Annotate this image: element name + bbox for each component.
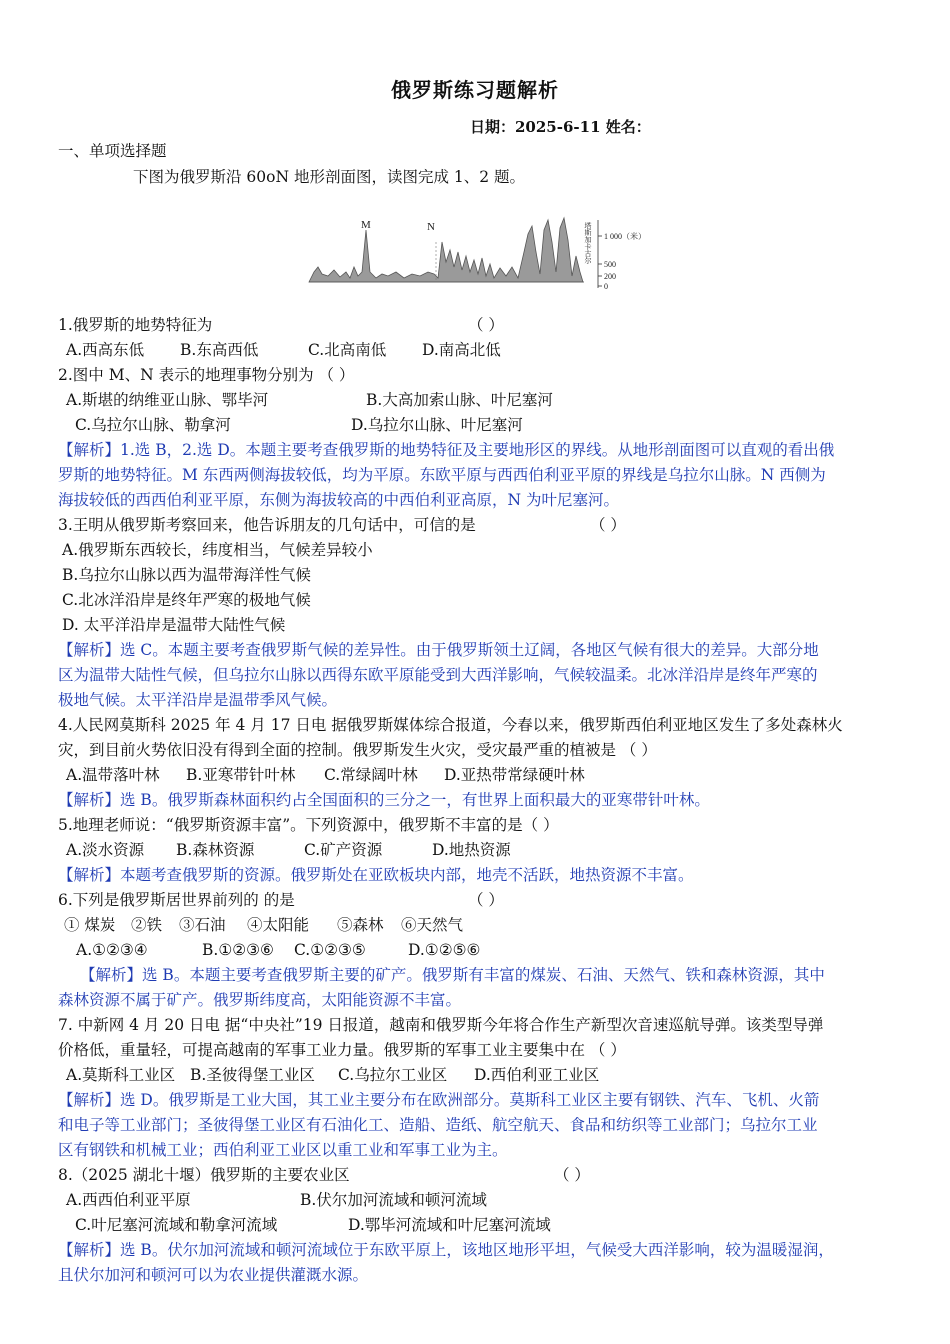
option-b[interactable]: B.森林资源	[176, 841, 255, 859]
option-b[interactable]: B.乌拉尔山脉以西为温带海洋性气候	[62, 566, 311, 584]
section-heading: 一、单项选择题	[58, 142, 167, 160]
question-7-stem-cont: 价格低，重量轻，可提高越南的军事工业力量。俄罗斯的军事工业主要集中在 （ ）	[58, 1041, 626, 1059]
question-7-stem: 7. 中新网 4 月 20 日电 据“中央社”19 日报道，越南和俄罗斯今年将合作生产新型次音速巡航导弹。该类型导弹	[58, 1016, 824, 1034]
analysis-line: 和电子等工业部门；圣彼得堡工业区有石油化工、造船、造纸、航空航天、食品和纺织等工业部门；乌拉尔工业	[58, 1116, 818, 1134]
answer-paren: （ ）	[590, 516, 626, 534]
item: ① 煤炭	[64, 916, 116, 934]
analysis-line: 区有钢铁和机械工业；西伯利亚工业区以重工业和军事工业为主。	[58, 1141, 508, 1159]
question-7-options	[66, 1065, 599, 1085]
option-a[interactable]: A.温带落叶林	[66, 766, 160, 784]
option-b[interactable]: B.亚寒带针叶林	[186, 766, 296, 784]
option-a[interactable]: A.淡水资源	[66, 841, 145, 859]
option-c[interactable]: C.矿产资源	[304, 841, 383, 859]
question-4-options	[66, 765, 585, 785]
option-d[interactable]: D.南高北低	[422, 341, 501, 359]
option-d[interactable]: D.①②⑤⑥	[408, 941, 481, 959]
option-d[interactable]: D.地热资源	[432, 841, 511, 859]
option-d[interactable]: D.乌拉尔山脉、叶尼塞河	[351, 416, 523, 434]
date-name-line: 日期：2025-6-11 姓名：	[470, 118, 651, 136]
tick-1000: 1 000（米）	[604, 232, 646, 241]
answer-paren: （ ）	[468, 316, 504, 334]
question-5-stem: 5.地理老师说：“俄罗斯资源丰富”。下列资源中，俄罗斯不丰富的是（ ）	[58, 816, 559, 834]
label-n: N	[427, 221, 435, 233]
tick-500: 500	[604, 260, 616, 269]
question-6-items	[64, 915, 463, 935]
option-c[interactable]: C.北冰洋沿岸是终年严寒的极地气候	[62, 591, 311, 609]
option-c[interactable]: C.乌拉尔山脉、勒拿河	[75, 416, 231, 434]
option-a[interactable]: A.西高东低	[66, 341, 145, 359]
question-4-stem: 4.人民网莫斯科 2025 年 4 月 17 日电 据俄罗斯媒体综合报道，今春以来，俄罗斯西伯利亚地区发生了多处森林火	[58, 716, 843, 734]
option-d[interactable]: D. 太平洋沿岸是温带大陆性气候	[62, 616, 286, 634]
question-1-options	[66, 340, 501, 360]
analysis-line: 【解析】选 B。伏尔加河流域和顿河流域位于东欧平原上，该地区地形平坦，气候受大西洋影响，较为温暖湿润，	[58, 1241, 834, 1259]
analysis-line: 【解析】选 B。俄罗斯森林面积约占全国面积的三分之一，有世界上面积最大的亚寒带针叶林。	[58, 791, 710, 809]
label-m: M	[361, 219, 371, 231]
option-b[interactable]: B.东高西低	[180, 341, 259, 359]
tick-0: 0	[604, 282, 608, 291]
analysis-line: 海拔较低的西西伯利亚平原，东侧为海拔较高的中西伯利亚高原，N 为叶尼塞河。	[58, 491, 619, 509]
analysis-line: 森林资源不属于矿产。俄罗斯纬度高，太阳能资源不丰富。	[58, 991, 462, 1009]
analysis-line: 罗斯的地势特征。M 东西两侧海拔较低，均为平原。东欧平原与西西伯利亚平原的界线是乌拉尔山脉。N 西侧为	[58, 466, 826, 484]
axis-title-vertical: 塔斯加卡古尔	[584, 222, 592, 264]
analysis-line: 区为温带大陆性气候，但乌拉尔山脉以西得东欧平原能受到大西洋影响，气候较温柔。北冰洋沿岸是终年严寒的	[58, 666, 818, 684]
option-c[interactable]: C.北高南低	[308, 341, 387, 359]
answer-paren: （ ）	[468, 891, 504, 909]
question-8-stem: 8.（2025 湖北十堰）俄罗斯的主要农业区	[58, 1166, 350, 1184]
analysis-line: 【解析】1.选 B，2.选 D。本题主要考查俄罗斯的地势特征及主要地形区的界线。从地形剖面图可以直观的看出俄	[58, 441, 835, 459]
question-4-stem-cont: 灾，到目前火势依旧没有得到全面的控制。俄罗斯发生火灾，受灾最严重的植被是 （ ）	[58, 741, 657, 759]
option-a[interactable]: A.斯堪的纳维亚山脉、鄂毕河	[66, 391, 269, 409]
analysis-line: 且伏尔加河和顿河可以为农业提供灌溉水源。	[58, 1266, 369, 1284]
analysis-line: 【解析】本题考查俄罗斯的资源。俄罗斯处在亚欧板块内部，地壳不活跃，地热资源不丰富。	[58, 866, 694, 884]
analysis-line: 【解析】选 B。本题主要考查俄罗斯主要的矿产。俄罗斯有丰富的煤炭、石油、天然气、铁和森林资源，其中	[80, 966, 825, 984]
answer-paren: （ ）	[554, 1166, 590, 1184]
page-title: 俄罗斯练习题解析	[391, 78, 559, 102]
option-b[interactable]: B.①②③⑥	[202, 941, 274, 959]
question-5-options	[66, 840, 511, 860]
item: ③石油	[179, 916, 226, 934]
option-c[interactable]: C.叶尼塞河流域和勒拿河流域	[75, 1216, 278, 1234]
analysis-line: 极地气候。太平洋沿岸是温带季风气候。	[58, 691, 338, 709]
item: ②铁	[131, 916, 163, 934]
terrain-profile-figure	[306, 212, 656, 292]
option-c[interactable]: C.常绿阔叶林	[324, 766, 418, 784]
figure-intro: 下图为俄罗斯沿 60oN 地形剖面图，读图完成 1、2 题。	[133, 168, 526, 186]
option-d[interactable]: D.亚热带常绿硬叶林	[444, 766, 585, 784]
option-b[interactable]: B.伏尔加河流域和顿河流域	[300, 1191, 487, 1209]
option-c[interactable]: C.①②③⑤	[294, 941, 366, 959]
terrain-profile-area	[309, 218, 583, 282]
item: ⑥天然气	[401, 916, 464, 934]
option-a[interactable]: A.俄罗斯东西较长，纬度相当，气候差异较小	[62, 541, 373, 559]
option-d[interactable]: D.西伯利亚工业区	[474, 1066, 600, 1084]
analysis-line: 【解析】选 D。俄罗斯是工业大国，其工业主要分布在欧洲部分。莫斯科工业区主要有钢铁、汽车、飞机、火箭	[58, 1091, 820, 1109]
tick-200: 200	[604, 272, 616, 281]
item: ④太阳能	[247, 916, 310, 934]
item: ⑤森林	[337, 916, 384, 934]
question-6-options	[76, 940, 480, 960]
question-6-stem: 6.下列是俄罗斯居世界前列的 的是	[58, 891, 295, 909]
terrain-profile-chart	[306, 212, 656, 292]
question-1-stem	[58, 315, 212, 335]
option-c[interactable]: C.乌拉尔工业区	[338, 1066, 448, 1084]
option-b[interactable]: B.大高加索山脉、叶尼塞河	[366, 391, 553, 409]
option-a[interactable]: A.①②③④	[76, 941, 148, 959]
question-text: 1.俄罗斯的地势特征为	[58, 316, 213, 334]
option-b[interactable]: B.圣彼得堡工业区	[190, 1066, 315, 1084]
question-3-stem: 3.王明从俄罗斯考察回来，他告诉朋友的几句话中，可信的是	[58, 516, 476, 534]
option-a[interactable]: A.莫斯科工业区	[66, 1066, 176, 1084]
analysis-line: 【解析】选 C。本题主要考查俄罗斯气候的差异性。由于俄罗斯领土辽阔，各地区气候有很大的差异。大部分地	[58, 641, 819, 659]
option-a[interactable]: A.西西伯利亚平原	[66, 1191, 191, 1209]
option-d[interactable]: D.鄂毕河流域和叶尼塞河流域	[348, 1216, 551, 1234]
question-2-stem: 2.图中 M、N 表示的地理事物分别为 （ ）	[58, 366, 355, 384]
